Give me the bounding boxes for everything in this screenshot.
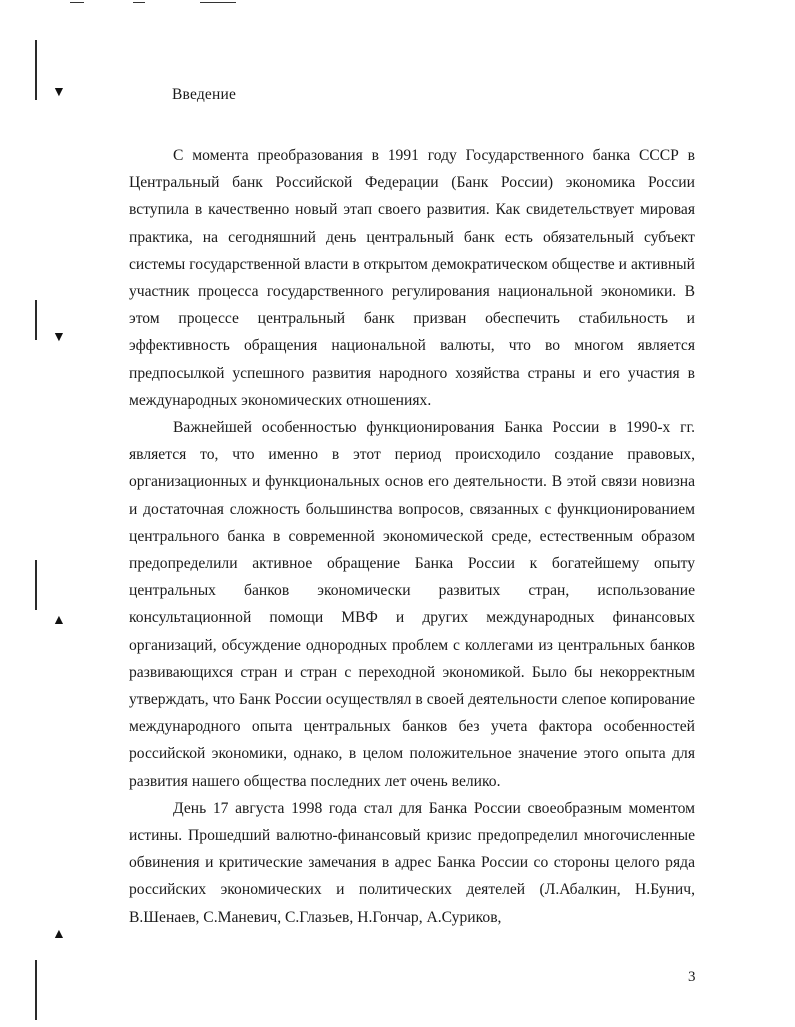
binding-edge-line <box>35 960 37 1020</box>
paragraph: Важнейшей особенностью функционирования Банка России в 1990-х гг. является то, что именно в этот период происходило создание правовых, организационных и функциональных основ его деятельности. В этой связи новизна и достаточная сложность большинства вопросов, связанных с функционированием центрального банка в современной экономической среде, естественным образом предопределили активное обращение Банка России к богатейшему опыту центральных банков экономически развитых стран, использование консультационной помощи МВФ и других международных финансовых организаций, обсуждение однородных проблем с коллегами из центральных банков развивающихся стран и стран с переходной экономикой. Было бы некорректным утверждать, что Банк России осуществлял в своей деятельности слепое копирование международного опыта центральных банков без учета фактора особенностей российской экономики, однако, в целом положительное значение этого опыта для развития нашего общества последних лет очень велико. <box>129 419 695 790</box>
body-text <box>129 142 695 931</box>
binding-edge-line <box>35 560 37 610</box>
scan-artifact-dash <box>200 2 236 3</box>
punch-hole-mark: ▼ <box>52 85 66 100</box>
binding-edge-line <box>35 40 37 100</box>
binding-edge-line <box>35 300 37 340</box>
punch-hole-mark: ▲ <box>52 927 66 942</box>
section-heading: Введение <box>172 86 237 103</box>
punch-hole-mark: ▲ <box>52 613 66 628</box>
scan-artifact-dash <box>70 2 84 3</box>
punch-hole-mark: ▼ <box>52 330 66 345</box>
scan-artifact-dash <box>133 2 145 3</box>
paragraph: День 17 августа 1998 года стал для Банка России своеобразным моментом истины. Прошедший валютно-финансовый кризис предопределил многочисленные обвинения и критические замечания в адрес Банка России со стороны целого ряда российских экономических и политических деятелей (Л.Абалкин, Н.Бунич, В.Шенаев, С.Маневич, С.Глазьев, Н.Гончар, А.Суриков, <box>129 799 695 926</box>
page-number: 3 <box>688 969 696 985</box>
paragraph: С момента преобразования в 1991 году Государственного банка СССР в Центральный банк Российской Федерации (Банк России) экономика России вступила в качественно новый этап своего развития. Как свидетельствует мировая практика, на сегодняшний день центральный банк есть обязательный субъект системы государственной власти в открытом демократическом обществе и активный участник процесса государственного регулирования национальной экономики. В этом процессе центральный банк призван обеспечить стабильность и эффективность обращения национальной валюты, что во многом является предпосылкой успешного развития народного хозяйства страны и его участия в международных экономических отношениях. <box>129 147 695 409</box>
